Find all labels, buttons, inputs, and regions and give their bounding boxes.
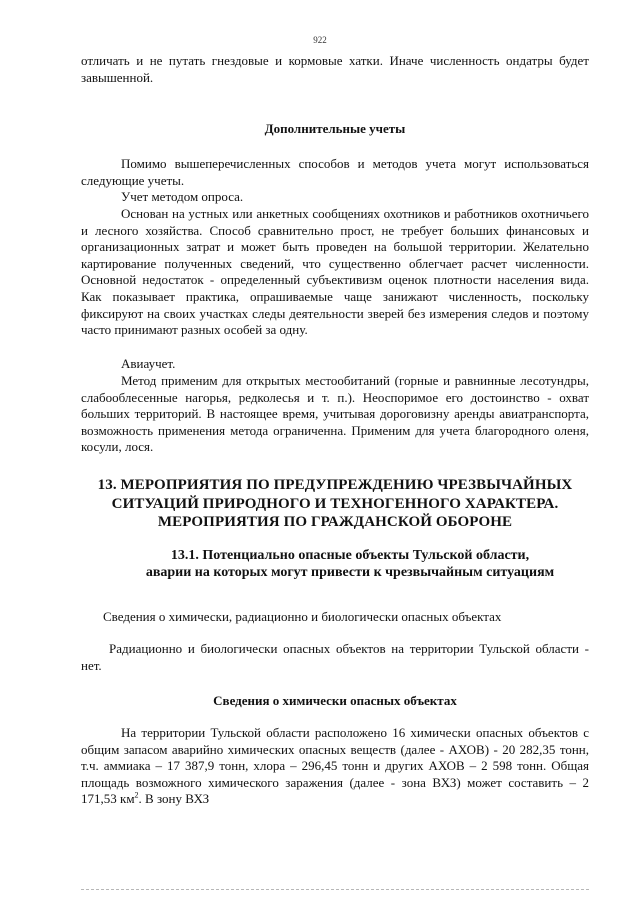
section-13-title-line3: МЕРОПРИЯТИЯ ПО ГРАЖДАНСКОЙ ОБОРОНЕ: [157, 514, 513, 530]
paragraph-aerial-survey: Авиаучет.: [121, 356, 176, 371]
section-13-title-line2: СИТУАЦИЙ ПРИРОДНОГО И ТЕХНОГЕННОГО ХАРАКТЕРА.: [111, 495, 559, 512]
paragraph-aerial-description: Метод применим для открытых местообитаний (горные и равнинные лесотундры, слабооблесенные нагорья, редколесья и т. п.). Неоспоримое его достоинство - охват больших территорий. В настоящее время, учитывая дороговизну аренды авиатранспорта, возможность применения метода ограниченна. Применим для учета благородного оленя, косули, лося.: [81, 373, 589, 455]
section-title-chemical: Сведения о химически опасных объектах: [213, 693, 457, 708]
paragraph-survey-method: Учет методом опроса.: [121, 189, 244, 204]
section-13-1-title-line2: аварии на которых могут привести к чрезвычайным ситуациям: [145, 565, 555, 580]
km2-superscript: 2: [134, 791, 139, 801]
paragraph-chemical-objects: [81, 725, 589, 808]
paragraph-survey-description: Основан на устных или анкетных сообщениях охотников и работников охотничьего и лесного хозяйства. Способ сравнительно прост, не требует больших финансовых и организационных затрат и может быть проведен на большой территории. Желательно картирование полученных сведений, что существенно облегчает расчет численности. Основной недостаток - определенный субъективизм оценок плотности населения вида. Как показывает практика, опрашиваемые чаще занижают численность, поскольку фиксируют на своих участках следы деятельности зверей без измерения следов и поэтому часто принимают разных особей за одну.: [81, 206, 589, 338]
paragraph-hazard-info: Сведения о химически, радиационно и биологически опасных объектах: [103, 609, 502, 624]
chemical-text-part2: . В зону ВХЗ: [138, 791, 210, 807]
page-number: 922: [313, 35, 327, 45]
section-title-additional: Дополнительные учеты: [264, 121, 406, 136]
paragraph-radiation-info: Радиационно и биологически опасных объектов на территории Тульской области - нет.: [81, 641, 589, 673]
section-13-1-title-line1: 13.1. Потенциально опасные объекты Тульской области,: [170, 548, 530, 563]
section-13-title-line1: 13. МЕРОПРИЯТИЯ ПО ПРЕДУПРЕЖДЕНИЮ ЧРЕЗВЫЧАЙНЫХ: [97, 477, 573, 493]
section-13-title: [81, 476, 589, 532]
chemical-text-part1: На территории Тульской области расположено 16 химически опасных объектов с общим запасом аварийно химических опасных веществ (далее - АХОВ) - 20 282,35 тонн, т.ч. аммиака – 17 387,9 тонн, хлора – 296,45 тонн и других АХОВ – 2 598 тонн. Общая площадь возможного химического заражения (далее - зона ВХЗ) может составить – 2 171,53 км: [81, 725, 589, 807]
footer-divider: [81, 889, 589, 892]
section-13-1-title: [96, 547, 604, 581]
intro-paragraph: отличать и не путать гнездовые и кормовые хатки. Иначе численность ондатры будет завышенной.: [81, 53, 589, 85]
paragraph-methods: Помимо вышеперечисленных способов и методов учета могут использоваться следующие учеты.: [81, 156, 589, 188]
